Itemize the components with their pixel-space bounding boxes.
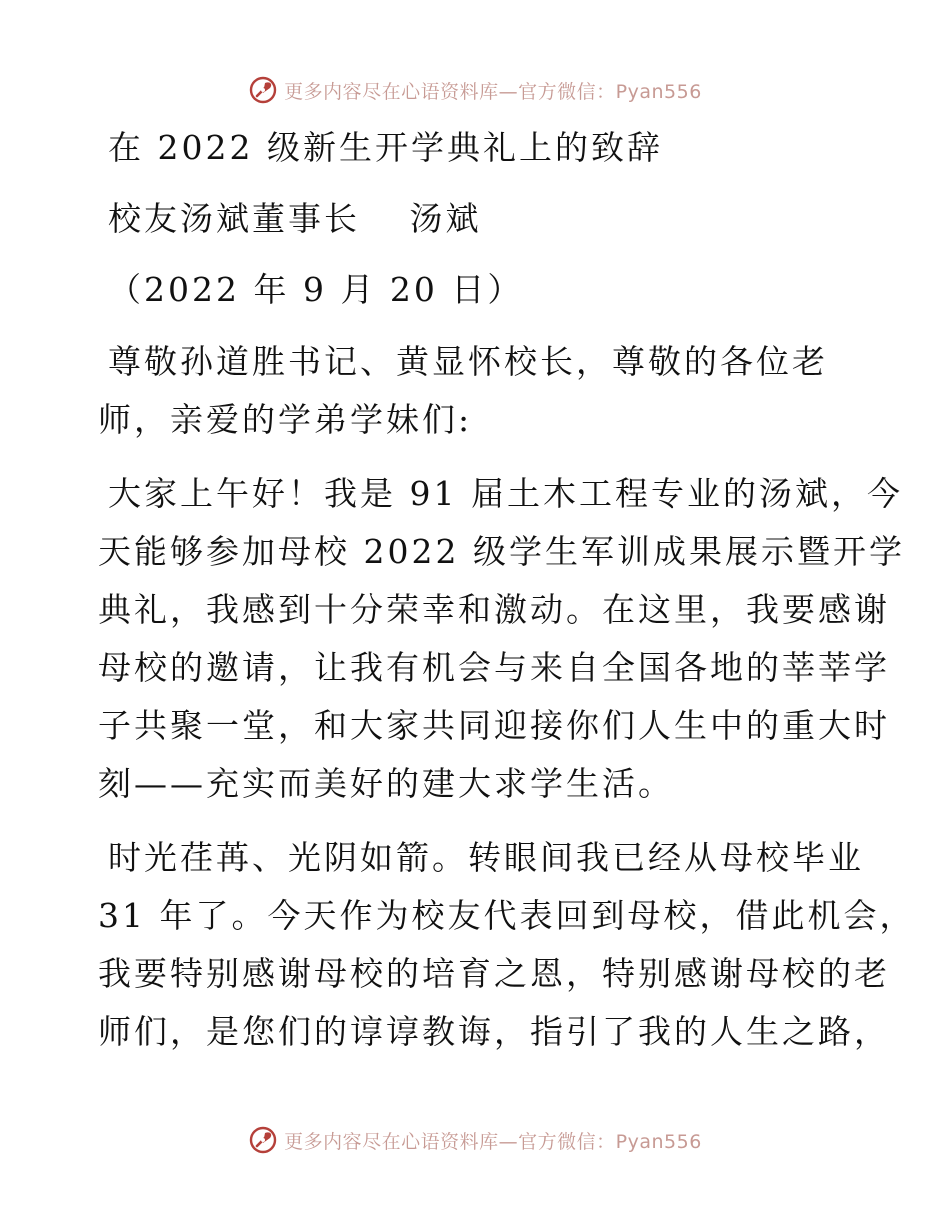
paragraph-line: 典礼，我感到十分荣幸和激动。在这里，我要感谢 [98,590,890,629]
footer-watermark [0,1120,950,1160]
paragraph-line: 刻——充实而美好的建大求学生活。 [98,764,674,803]
paragraph-2 [98,829,916,1061]
salutation-line: 尊敬孙道胜书记、黄显怀校长，尊敬的各位老 [108,342,828,381]
paragraph-line: 天能够参加母校 2022 级学生军训成果展示暨开学 [98,532,905,571]
quill-logo-icon [248,75,278,105]
paragraph-line: 母校的邀请，让我有机会与来自全国各地的莘莘学 [98,648,890,687]
header-watermark [0,70,950,110]
date-line: （2022 年 9 月 20 日） [108,270,524,309]
author-line: 校友汤斌董事长 汤斌 [108,199,482,238]
paragraph-line: 时光荏苒、光阴如箭。转眼间我已经从母校毕业 [108,838,864,877]
quill-logo-icon [248,1125,278,1155]
salutation-line: 师，亲爱的学弟学妹们: [98,400,473,439]
paragraph-line: 子共聚一堂，和大家共同迎接你们人生中的重大时 [98,706,890,745]
paragraph-line: 大家上午好！我是 91 届土木工程专业的汤斌，今 [108,474,903,513]
paragraph-1 [98,465,905,813]
watermark-text: 更多内容尽在心语资料库—官方微信：Pyan556 [284,80,702,103]
paragraph-line: 31 年了。今天作为校友代表回到母校，借此机会， [98,896,916,935]
paragraph-line: 师们，是您们的谆谆教诲，指引了我的人生之路， [98,1012,890,1051]
watermark-text: 更多内容尽在心语资料库—官方微信：Pyan556 [284,1130,702,1153]
salutation [98,333,858,449]
paragraph-line: 我要特别感谢母校的培育之恩，特别感谢母校的老 [98,954,890,993]
document-title: 在 2022 级新生开学典礼上的致辞 [108,128,663,167]
document-body [98,120,916,1077]
